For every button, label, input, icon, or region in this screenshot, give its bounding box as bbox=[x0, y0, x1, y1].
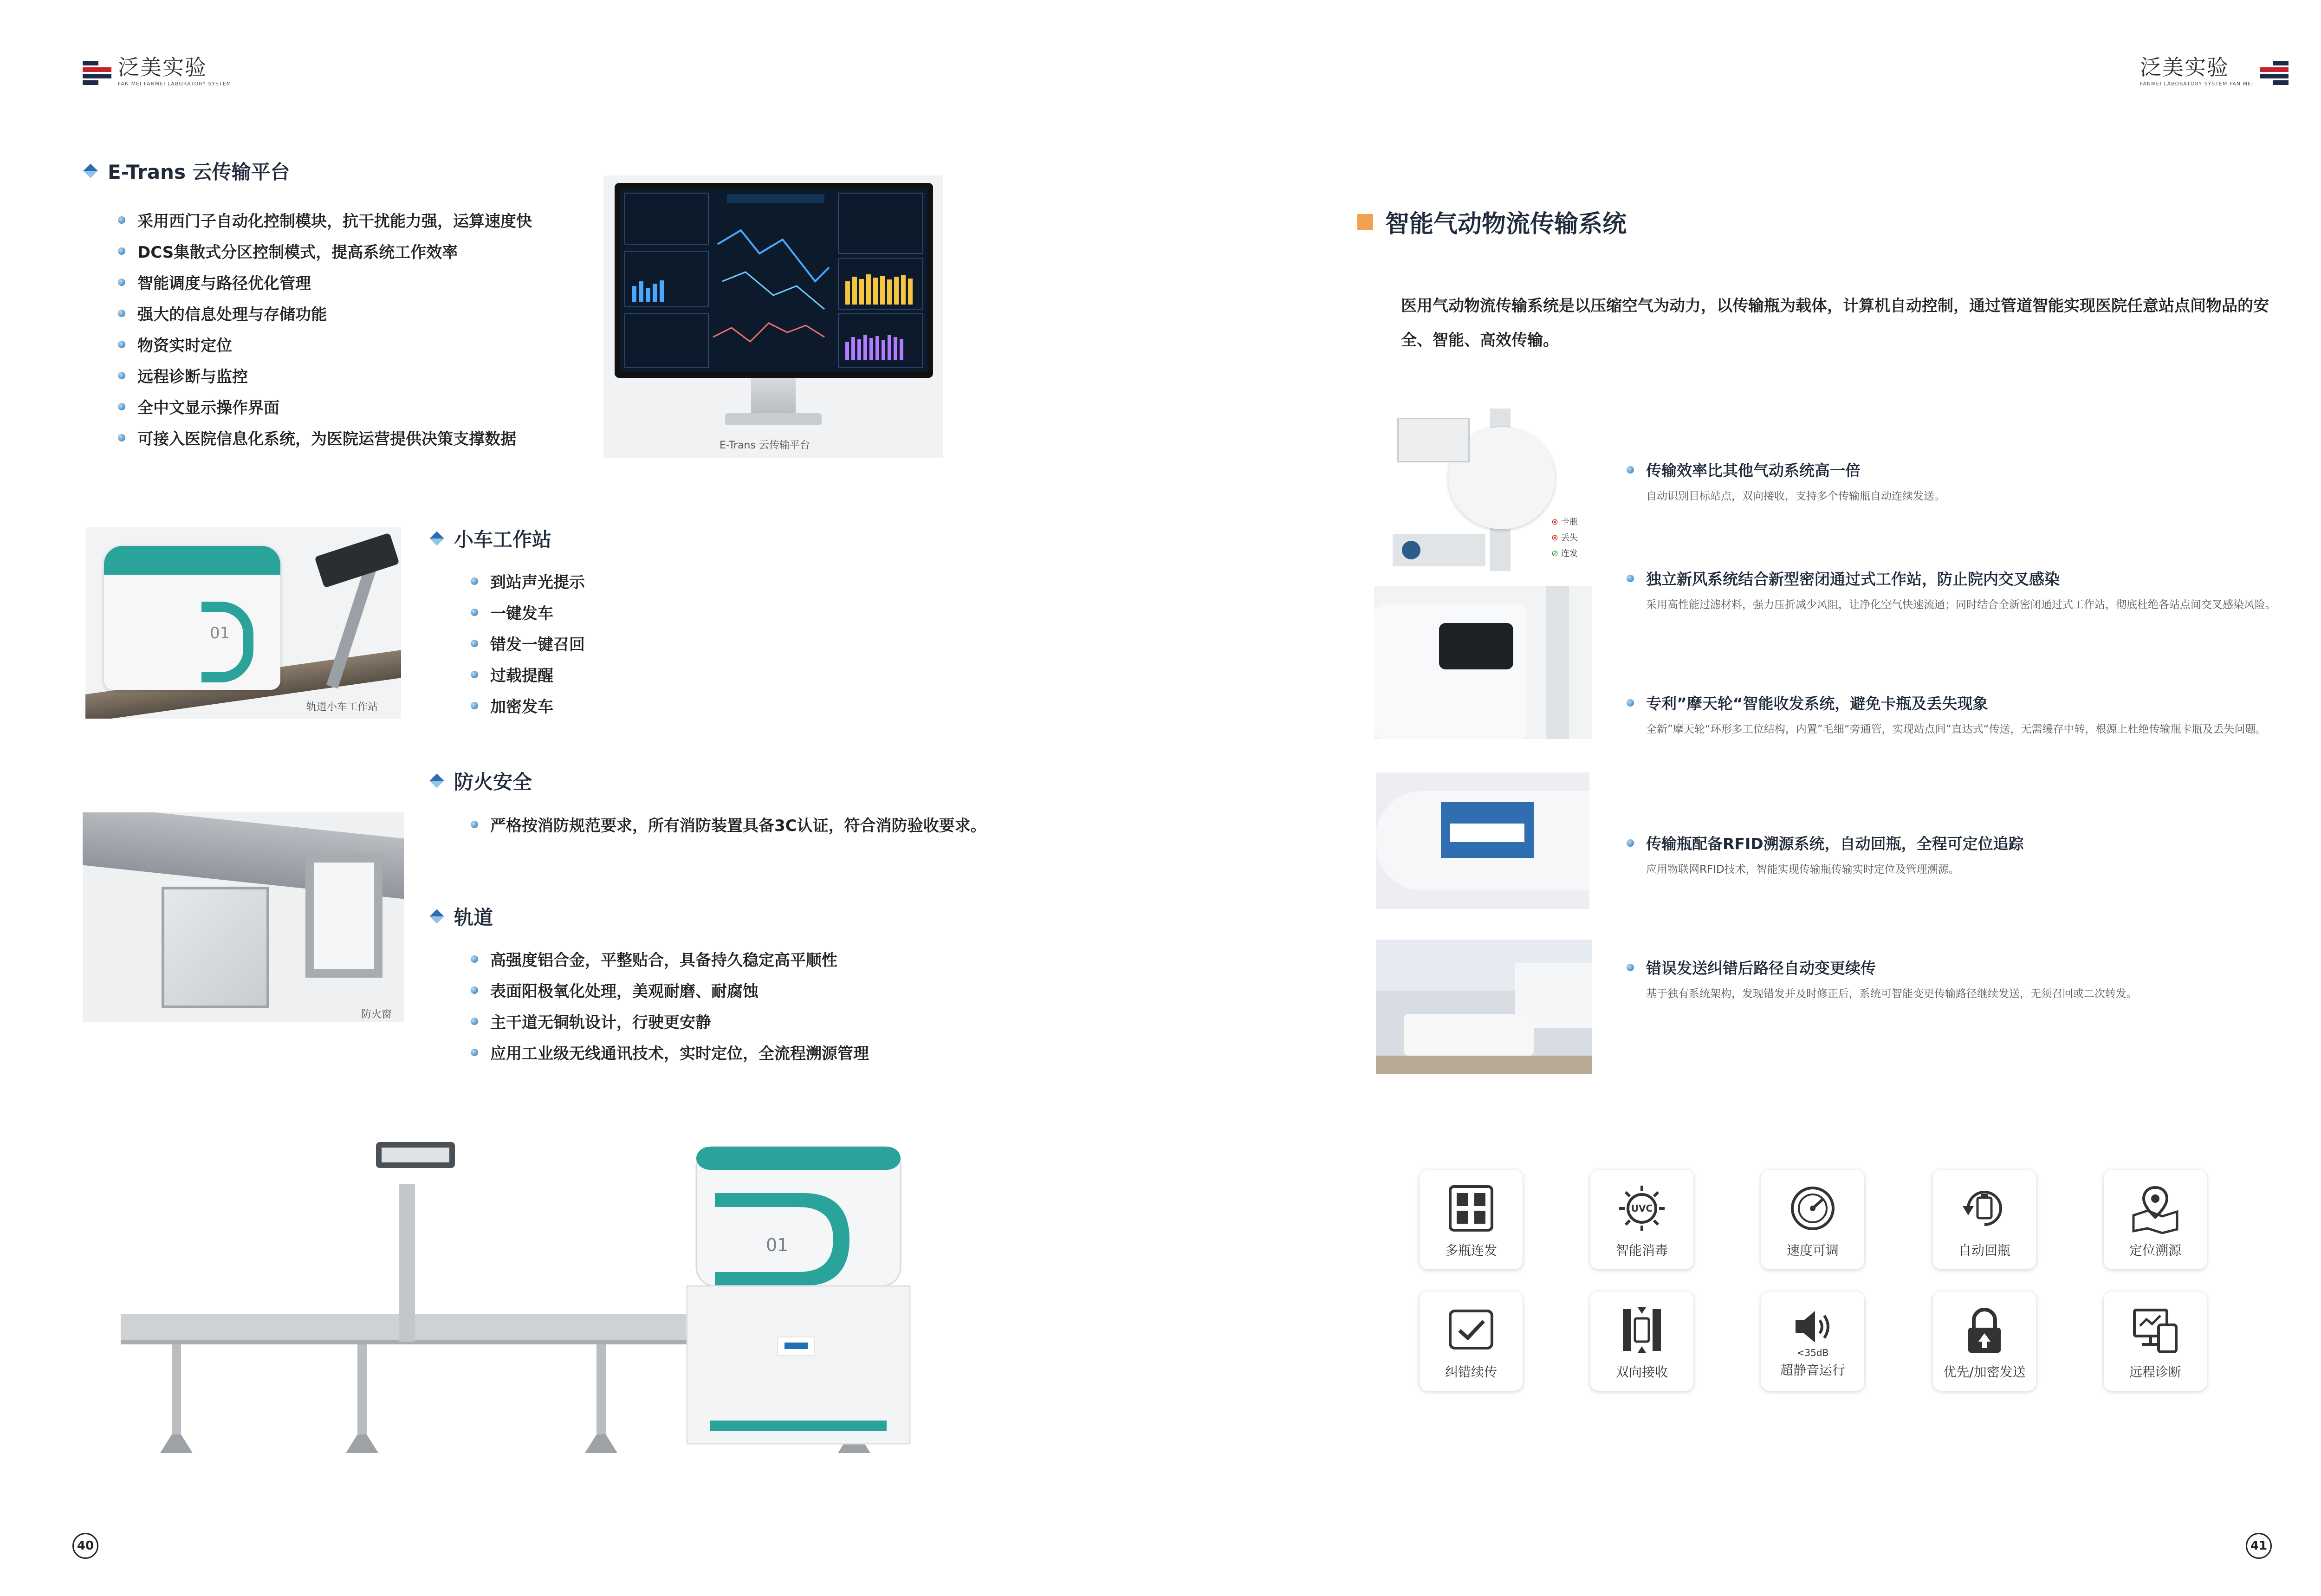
feature-1: 传输效率比其他气动系统高一倍 自动识别目标站点，双向接收，支持多个传输瓶自动连续发送。 bbox=[1627, 459, 2309, 512]
feature-card-multi-bottle: 多瓶连发 bbox=[1420, 1170, 1523, 1269]
diamond-bullet-icon bbox=[429, 773, 444, 788]
feature-card-location: 定位溯源 bbox=[2104, 1170, 2207, 1269]
diamond-bullet-icon bbox=[83, 163, 97, 178]
list-item: 可接入医院信息化系统，为医院运营提供决策支撑数据 bbox=[118, 422, 532, 453]
list-item: 加密发车 bbox=[471, 690, 585, 721]
list-item: 主干道无铜轨设计，行驶更安静 bbox=[471, 1006, 869, 1037]
lock-icon bbox=[1959, 1304, 2010, 1356]
etrans-list bbox=[118, 204, 532, 453]
photo-enclosed-station bbox=[1374, 586, 1592, 739]
brand-subtitle: FAN MEI FANMEI LABORATORY SYSTEM bbox=[118, 81, 232, 87]
track-cart-illustration bbox=[116, 1133, 924, 1467]
feature-card-auto-return: 自动回瓶 bbox=[1933, 1170, 2036, 1269]
cart-number: 01 bbox=[210, 624, 230, 642]
feature-card-error-correct: 纠错续传 bbox=[1420, 1291, 1523, 1391]
feature-5: 错误发送纠错后路径自动变更续传 基于独有系统架构，发现错发并及时修正后，系统可智能变更传输路径继续发送，无须召回或二次转发。 bbox=[1627, 956, 2309, 1010]
brand-name: 泛美实验 bbox=[118, 55, 207, 80]
svg-text:01: 01 bbox=[766, 1235, 789, 1255]
pneumatic-intro: 医用气动物流传输系统是以压缩空气为动力，以传输瓶为载体，计算机自动控制，通过管道智能实现医院任意站点间物品的安全、智能、高效传输。 bbox=[1401, 297, 2269, 350]
list-item: 表面阳极氧化处理，美观耐磨、耐腐蚀 bbox=[471, 974, 869, 1006]
track-list bbox=[471, 943, 869, 1068]
feature-card-remote-diag: 远程诊断 bbox=[2104, 1291, 2207, 1391]
brand-logo-left bbox=[83, 57, 231, 87]
diamond-bullet-icon bbox=[429, 909, 444, 923]
monitor-frame bbox=[615, 183, 933, 378]
logo-mark-icon bbox=[83, 59, 111, 85]
bidirectional-icon bbox=[1616, 1304, 1667, 1356]
monitor-stand bbox=[751, 378, 796, 415]
dashboard-graphics bbox=[620, 188, 927, 372]
feature-card-silent: <35dB 超静音运行 bbox=[1761, 1291, 1864, 1391]
list-item: 到站声光提示 bbox=[471, 565, 585, 597]
photo-legend: ⊗ 卡瓶 ⊗ 丢失 ⊘ 连发 bbox=[1551, 517, 1578, 558]
speed-icon bbox=[1787, 1183, 1838, 1234]
list-item: DCS集散式分区控制模式，提高系统工作效率 bbox=[118, 235, 532, 266]
photo-touchscreen bbox=[1376, 772, 1589, 909]
tablet bbox=[314, 532, 399, 588]
monitor-caption: E-Trans 云传输平台 bbox=[720, 440, 810, 451]
list-item: 应用工业级无线通讯技术，实时定位，全流程溯源管理 bbox=[471, 1037, 869, 1068]
speaker-icon bbox=[1787, 1304, 1838, 1349]
noise-level: <35dB bbox=[1796, 1347, 1829, 1358]
list-item: 采用西门子自动化控制模块，抗干扰能力强，运算速度快 bbox=[118, 204, 532, 235]
error-correct-icon bbox=[1446, 1304, 1497, 1356]
diamond-bullet-icon bbox=[429, 531, 444, 545]
list-item: 错发一键召回 bbox=[471, 628, 585, 659]
monitor-photo bbox=[603, 175, 943, 458]
dashboard-screen bbox=[620, 188, 927, 372]
brand-name: 泛美实验 bbox=[2140, 55, 2229, 80]
list-item: 远程诊断与监控 bbox=[118, 360, 532, 391]
feature-2: 独立新风系统结合新型密闭通过式工作站，防止院内交叉感染 采用高性能过滤材料，强力压折减少风阻，让净化空气快速流通；同时结合全新密闭通过式工作站，彻底杜绝各站点间交叉感染风险。 bbox=[1627, 567, 2309, 621]
fire-window-photo bbox=[83, 812, 404, 1022]
list-item: 过载提醒 bbox=[471, 659, 585, 690]
fire-list bbox=[471, 809, 986, 840]
etrans-title: E-Trans 云传输平台 bbox=[85, 157, 290, 185]
list-item: 物资实时定位 bbox=[118, 329, 532, 360]
pneumatic-title: 智能气动物流传输系统 bbox=[1357, 204, 1627, 239]
fire-caption: 防火窗 bbox=[361, 1009, 392, 1020]
list-item: 一键发车 bbox=[471, 597, 585, 628]
feature-card-priority: 优先/加密发送 bbox=[1933, 1291, 2036, 1391]
brand-subtitle: FANMEI LABORATORY SYSTEM FAN MEI bbox=[2140, 81, 2254, 87]
brand-logo-right bbox=[2140, 57, 2289, 87]
track-title: 轨道 bbox=[432, 902, 493, 930]
list-item: 全中文显示操作界面 bbox=[118, 391, 532, 422]
feature-4: 传输瓶配备RFID溯源系统，自动回瓶，全程可定位追踪 应用物联网RFID技术，智能实现传输瓶传输实时定位及管理溯源。 bbox=[1627, 832, 2309, 885]
auto-return-icon bbox=[1959, 1183, 2010, 1234]
photo-station-unit bbox=[1388, 409, 1592, 571]
logo-mark-icon bbox=[2260, 59, 2289, 85]
photo-hospital-room bbox=[1376, 940, 1592, 1074]
feature-3: 专利”摩天轮“智能收发系统，避免卡瓶及丢失现象 全新”摩天轮“环形多工位结构，内置”毛细“旁通管，实现站点间”直达式“传送，无需缓存中转，根源上杜绝传输瓶卡瓶及丢失问题。 bbox=[1627, 692, 2309, 745]
cart-body bbox=[104, 546, 280, 690]
uvc-icon bbox=[1616, 1183, 1667, 1234]
page-number-left: 40 bbox=[72, 1533, 98, 1559]
remote-diag-icon bbox=[2130, 1304, 2181, 1356]
orange-square-icon bbox=[1357, 214, 1373, 230]
station-title: 小车工作站 bbox=[432, 525, 551, 552]
location-icon bbox=[2130, 1183, 2181, 1234]
feature-card-speed: 速度可调 bbox=[1761, 1170, 1864, 1269]
station-list bbox=[471, 565, 585, 721]
list-item: 强大的信息处理与存储功能 bbox=[118, 298, 532, 329]
track-illustration-graphics bbox=[116, 1133, 924, 1467]
monitor-base bbox=[725, 413, 822, 425]
svg-text:UVC: UVC bbox=[1631, 1203, 1653, 1214]
list-item: 高强度铝合金，平整贴合，具备持久稳定高平顺性 bbox=[471, 943, 869, 974]
list-item: 智能调度与路径优化管理 bbox=[118, 266, 532, 298]
station-photo bbox=[85, 527, 401, 719]
feature-card-uvc: UVC 智能消毒 bbox=[1590, 1170, 1693, 1269]
feature-card-bidirectional: 双向接收 bbox=[1590, 1291, 1693, 1391]
page-number-right: 41 bbox=[2246, 1533, 2272, 1559]
station-caption: 轨道小车工作站 bbox=[306, 701, 378, 713]
list-item: 严格按消防规范要求，所有消防装置具备3C认证，符合消防验收要求。 bbox=[471, 809, 986, 840]
fire-title: 防火安全 bbox=[432, 767, 532, 795]
multi-bottle-icon bbox=[1446, 1183, 1497, 1234]
